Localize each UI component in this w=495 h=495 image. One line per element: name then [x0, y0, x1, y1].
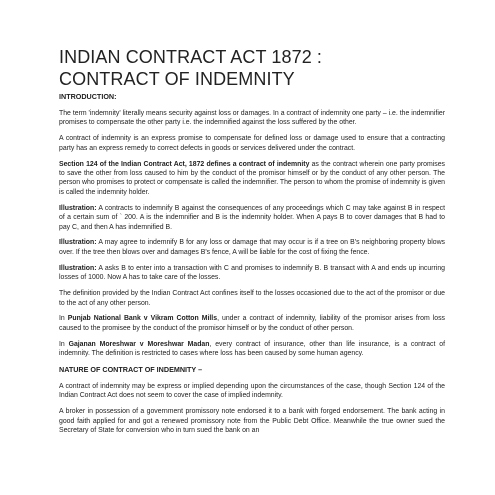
page-title	[59, 46, 445, 90]
title-line-2: CONTRACT OF INDEMNITY	[59, 69, 295, 89]
paragraph-broker-case: A broker in possession of a government promissory note endorsed it to a bank with forged endorsement. The bank acting in good faith applied for and got a renewed promissory note from the Public Debt Office. Meanwhile the true owner sued the Secretary of State for conversion who in turn sued the bank on an	[59, 408, 445, 435]
title-line-1: INDIAN CONTRACT ACT 1872 :	[59, 47, 323, 67]
pnb-case-name: Punjab National Bank v Vikram Cotton Mills	[67, 315, 218, 323]
illustration-2-text: A may agree to indemnify B for any loss or damage that may occur is if a tree on B's neighboring property blows over. If the tree then blows over and damages B's fence, A will be liable for the cost of fixing the fence.	[59, 239, 445, 256]
paragraph-gajanan-case	[59, 340, 445, 359]
pnb-case-text: , under a contract of indemnity, liability of the promisor arises from loss caused to the promisee by the conduct of the promisor himself or by the conduct of other person.	[59, 315, 445, 332]
paragraph-section-124	[59, 160, 445, 198]
illustration-1-label: Illustration:	[59, 204, 97, 212]
gajanan-case-prefix: In	[59, 340, 69, 348]
nature-heading: NATURE OF CONTRACT OF INDEMNITY –	[59, 365, 203, 375]
paragraph-pnb-case	[59, 314, 445, 333]
section-124-text: as the contract wherein one party promises to save the other from loss caused to him by the conduct of the promisor himself or by the conduct of any other person. The person who promises to protect or compensate is called the indemnifier. The person to whom the promise of indemnity is given is called the indemnity holder.	[59, 160, 446, 196]
illustration-3-label: Illustration:	[59, 264, 97, 272]
paragraph-definition-scope: The definition provided by the Indian Contract Act confines itself to the losses occasioned due to the act of the promisor or due to the act of any other person.	[59, 290, 445, 307]
illustration-1-text: A contracts to indemnify B against the consequences of any proceedings which C may take against B in respect of a certain sum of ` 200. A is the indemnifier and B is the indemnity holder. When A pays B to cover damages that B had to pay C, and then A has indemnified B.	[59, 204, 445, 231]
paragraph-definition: The term 'indemnity' literally means security against loss or damages. In a contract of indemnity one party – i.e. the indemnifier promises to compensate the other party i.e. the indemnified against the loss suffered by the other.	[59, 110, 445, 127]
gajanan-case-text: , every contract of insurance, other than life insurance, is a contract of indemnity. The definition is restricted to cases where loss has been caused by some human agency.	[59, 340, 445, 358]
illustration-2-label: Illustration:	[59, 239, 97, 247]
section-124-bold: Section 124 of the Indian Contract Act, 1872 defines a contract of indemnity	[59, 160, 310, 168]
introduction-heading: INTRODUCTION:	[59, 92, 117, 101]
paragraph-illustration-2	[59, 238, 445, 257]
document-page	[59, 46, 445, 442]
gajanan-case-name: Gajanan Moreshwar v Moreshwar Madan	[68, 340, 210, 348]
paragraph-illustration-3	[59, 264, 445, 283]
pnb-case-prefix: In	[59, 315, 68, 323]
illustration-3-text: A asks B to enter into a transaction with C and promises to indemnify B. B transact with A and ends up incurring losses of 1000. Now A has to take care of the losses.	[59, 264, 445, 282]
paragraph-illustration-1	[59, 204, 445, 232]
paragraph-express-or-implied: A contract of indemnity may be express or implied depending upon the circumstances of the case, though Section 124 of the Indian Contract Act does not seem to cover the case of implied indemnity.	[59, 383, 445, 400]
paragraph-express-promise: A contract of indemnity is an express promise to compensate for defined loss or damage used to ensure that a contracting party has an express remedy to correct defects in goods or services delivered under the contract.	[59, 135, 445, 152]
